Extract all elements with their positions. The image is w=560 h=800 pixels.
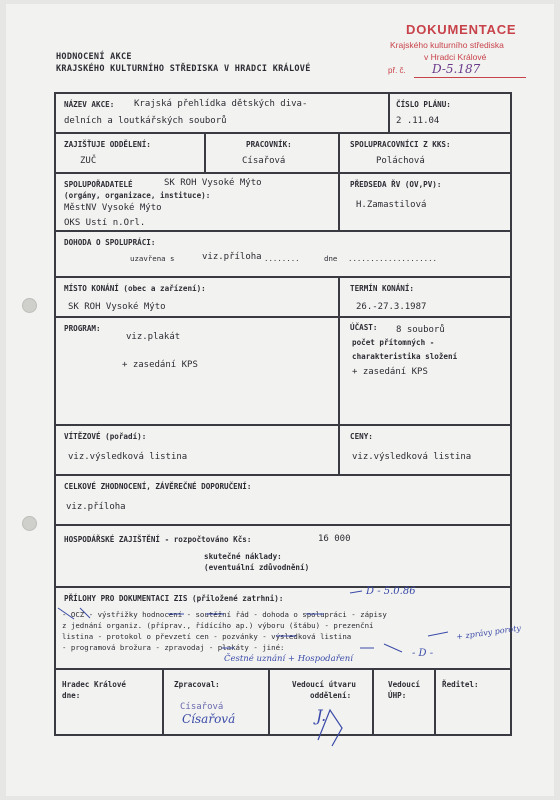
stamp-underline	[414, 77, 526, 78]
budget-value: 16 000	[318, 534, 351, 544]
sign-head-cell	[269, 669, 373, 735]
venue-label: MÍSTO KONÁNÍ (obec a zařízení):	[64, 284, 206, 293]
punch-hole-bottom	[22, 516, 37, 531]
sign-city-label: Hradec Králové	[62, 680, 127, 689]
evaluation-value: viz.příloha	[66, 502, 126, 512]
department-value: ZUČ	[80, 156, 97, 166]
attachments-line-4: - programová brožura - zpravodaj - plakáty - jiné:	[62, 643, 285, 652]
co-organizer-2: MěstNV Vysoké Mýto	[64, 203, 162, 213]
sign-prepared-cell	[163, 669, 269, 735]
attachments-label: PŘÍLOHY PRO DOKUMENTACI ZIS (přiložené zatrhni):	[64, 594, 284, 603]
prizes-label: CENY:	[350, 432, 373, 441]
attachments-line-2: z jednání organiz. (příprav., řídícího ap.) výboru (štábu) - prezenční	[62, 621, 374, 630]
attachments-cell	[55, 586, 522, 669]
head-signature-stroke	[270, 670, 374, 736]
winners-cell	[55, 425, 339, 475]
date-label: TERMÍN KONÁNÍ:	[350, 284, 415, 293]
attachments-line-3: listina - protokol o převzetí cen - pozvánky - výsledková listina	[62, 632, 352, 641]
sign-city-cell	[55, 669, 163, 735]
sign-head-label-1: Vedoucí útvaru	[292, 680, 357, 689]
participation-line-3: charakteristika složení	[352, 352, 458, 361]
prizes-cell	[339, 425, 511, 475]
sign-director-cell	[435, 669, 511, 735]
department-cell	[55, 133, 205, 173]
event-name-line-2: delních a loutkářských souborů	[64, 116, 227, 126]
program-line-2: + zasedání KPS	[122, 360, 198, 370]
evaluation-form	[54, 92, 522, 736]
agreement-dots-2: ....................	[348, 254, 437, 263]
agreement-text: uzavřena s	[130, 254, 175, 263]
co-organizers-cell	[55, 173, 339, 231]
program-line-1: viz.plakát	[126, 332, 181, 342]
program-label: PROGRAM:	[64, 324, 101, 333]
event-name-cell	[55, 93, 389, 133]
pen-markings	[56, 588, 512, 670]
worker-value: Císařová	[242, 156, 286, 166]
sign-uhp-cell	[373, 669, 435, 735]
sign-head-signature: J.	[316, 706, 327, 725]
co-organizer-1: SK ROH Vysoké Mýto	[164, 178, 262, 188]
agreement-date-label: dne	[324, 254, 338, 263]
attachments-handnote-4: - D -	[412, 648, 434, 659]
stamp-line-1: Krajského kulturního střediska	[390, 40, 504, 50]
worker-label: PRACOVNÍK:	[246, 140, 292, 149]
budget-label: HOSPODÁŘSKÉ ZAJIŠTĚNÍ - rozpočtováno Kčs:	[64, 535, 252, 544]
agreement-label: DOHODA O SPOLUPRÁCI:	[64, 238, 156, 247]
plan-number-value: 2 .11.04	[396, 116, 440, 126]
venue-cell	[55, 277, 339, 317]
agreement-cell	[55, 231, 511, 277]
winners-label: VÍTĚZOVÉ (pořadí):	[64, 432, 147, 441]
evaluation-cell	[55, 475, 511, 525]
participation-cell	[339, 317, 511, 425]
actual-costs-note: (eventuální zdůvodnění)	[204, 563, 310, 572]
participation-line-1: 8 souborů	[396, 325, 445, 335]
sign-date-label: dne:	[62, 691, 81, 700]
event-name-label: NÁZEV AKCE:	[64, 100, 115, 109]
stamp-title: DOKUMENTACE	[406, 22, 517, 37]
co-organizer-3: OKS Ústí n.Orl.	[64, 218, 146, 228]
date-value: 26.-27.3.1987	[356, 302, 427, 312]
co-organizers-sublabel: (orgány, organizace, instituce):	[64, 191, 211, 200]
stamp-line-2: v Hradci Králové	[424, 52, 487, 62]
participation-label: ÚČAST:	[350, 323, 378, 332]
coworkers-cell	[339, 133, 511, 173]
agreement-dots-1: ........	[264, 254, 300, 263]
actual-costs-label: skutečné náklady:	[204, 552, 282, 561]
worker-cell	[205, 133, 339, 173]
attachments-handnote-1: D - 5.0.86	[366, 586, 416, 597]
sign-director-label: Ředitel:	[442, 680, 479, 689]
evaluation-label: CELKOVÉ ZHODNOCENÍ, ZÁVĚREČNÉ DOPORUČENÍ:	[64, 482, 252, 491]
sign-prepared-signature: Císařová	[182, 712, 236, 726]
attachments-line-1: - OCZ - výstřižky hodnocení - soutěžní řád - dohoda o spolupráci - zápisy	[62, 610, 387, 619]
punch-hole-top	[22, 298, 37, 313]
prizes-value: viz.výsledková listina	[352, 452, 472, 462]
event-name-line-1: Krajská přehlídka dětských diva-	[134, 99, 308, 109]
header-line-1: HODNOCENÍ AKCE	[56, 52, 132, 62]
date-cell	[339, 277, 511, 317]
agreement-value: viz.příloha	[202, 252, 262, 262]
program-cell	[55, 317, 339, 425]
sign-prepared-value: Císařová	[180, 702, 224, 712]
coworkers-label: SPOLUPRACOVNÍCI Z KKS:	[350, 140, 451, 149]
budget-cell	[55, 525, 511, 587]
plan-number-cell	[389, 93, 511, 133]
participation-line-4: + zasedání KPS	[352, 367, 428, 377]
coworkers-value: Poláchová	[376, 156, 425, 166]
stamp-prefix: př. č.	[388, 66, 406, 75]
header-line-2: KRAJSKÉHO KULTURNÍHO STŘEDISKA V HRADCI KRÁLOVÉ	[56, 64, 311, 74]
winners-value: viz.výsledková listina	[68, 452, 188, 462]
attachments-handnote-2: + zprávy poroty	[455, 623, 522, 642]
co-organizers-label: SPOLUPOŘADATELÉ	[64, 180, 133, 189]
chair-value: H.Zamastilová	[356, 200, 427, 210]
sign-uhp-label-2: ÚHP:	[388, 691, 407, 700]
plan-number-label: ČÍSLO PLÁNU:	[396, 100, 451, 109]
sign-head-label-2: oddělení:	[310, 691, 352, 700]
participation-line-2: počet přítomných -	[352, 338, 435, 347]
attachments-handnote-3: Čestné uznání + Hospodaření	[224, 654, 353, 664]
chair-cell	[339, 173, 511, 231]
sign-uhp-label-1: Vedoucí	[388, 680, 421, 689]
venue-value: SK ROH Vysoké Mýto	[68, 302, 166, 312]
chair-label: PŘEDSEDA ŘV (OV,PV):	[350, 180, 442, 189]
document-page	[6, 4, 554, 796]
stamp-handwritten-number: D-5.187	[432, 62, 481, 76]
sign-prepared-label: Zpracoval:	[174, 680, 220, 689]
department-label: ZAJIŠŤUJE ODDĚLENÍ:	[64, 140, 151, 149]
